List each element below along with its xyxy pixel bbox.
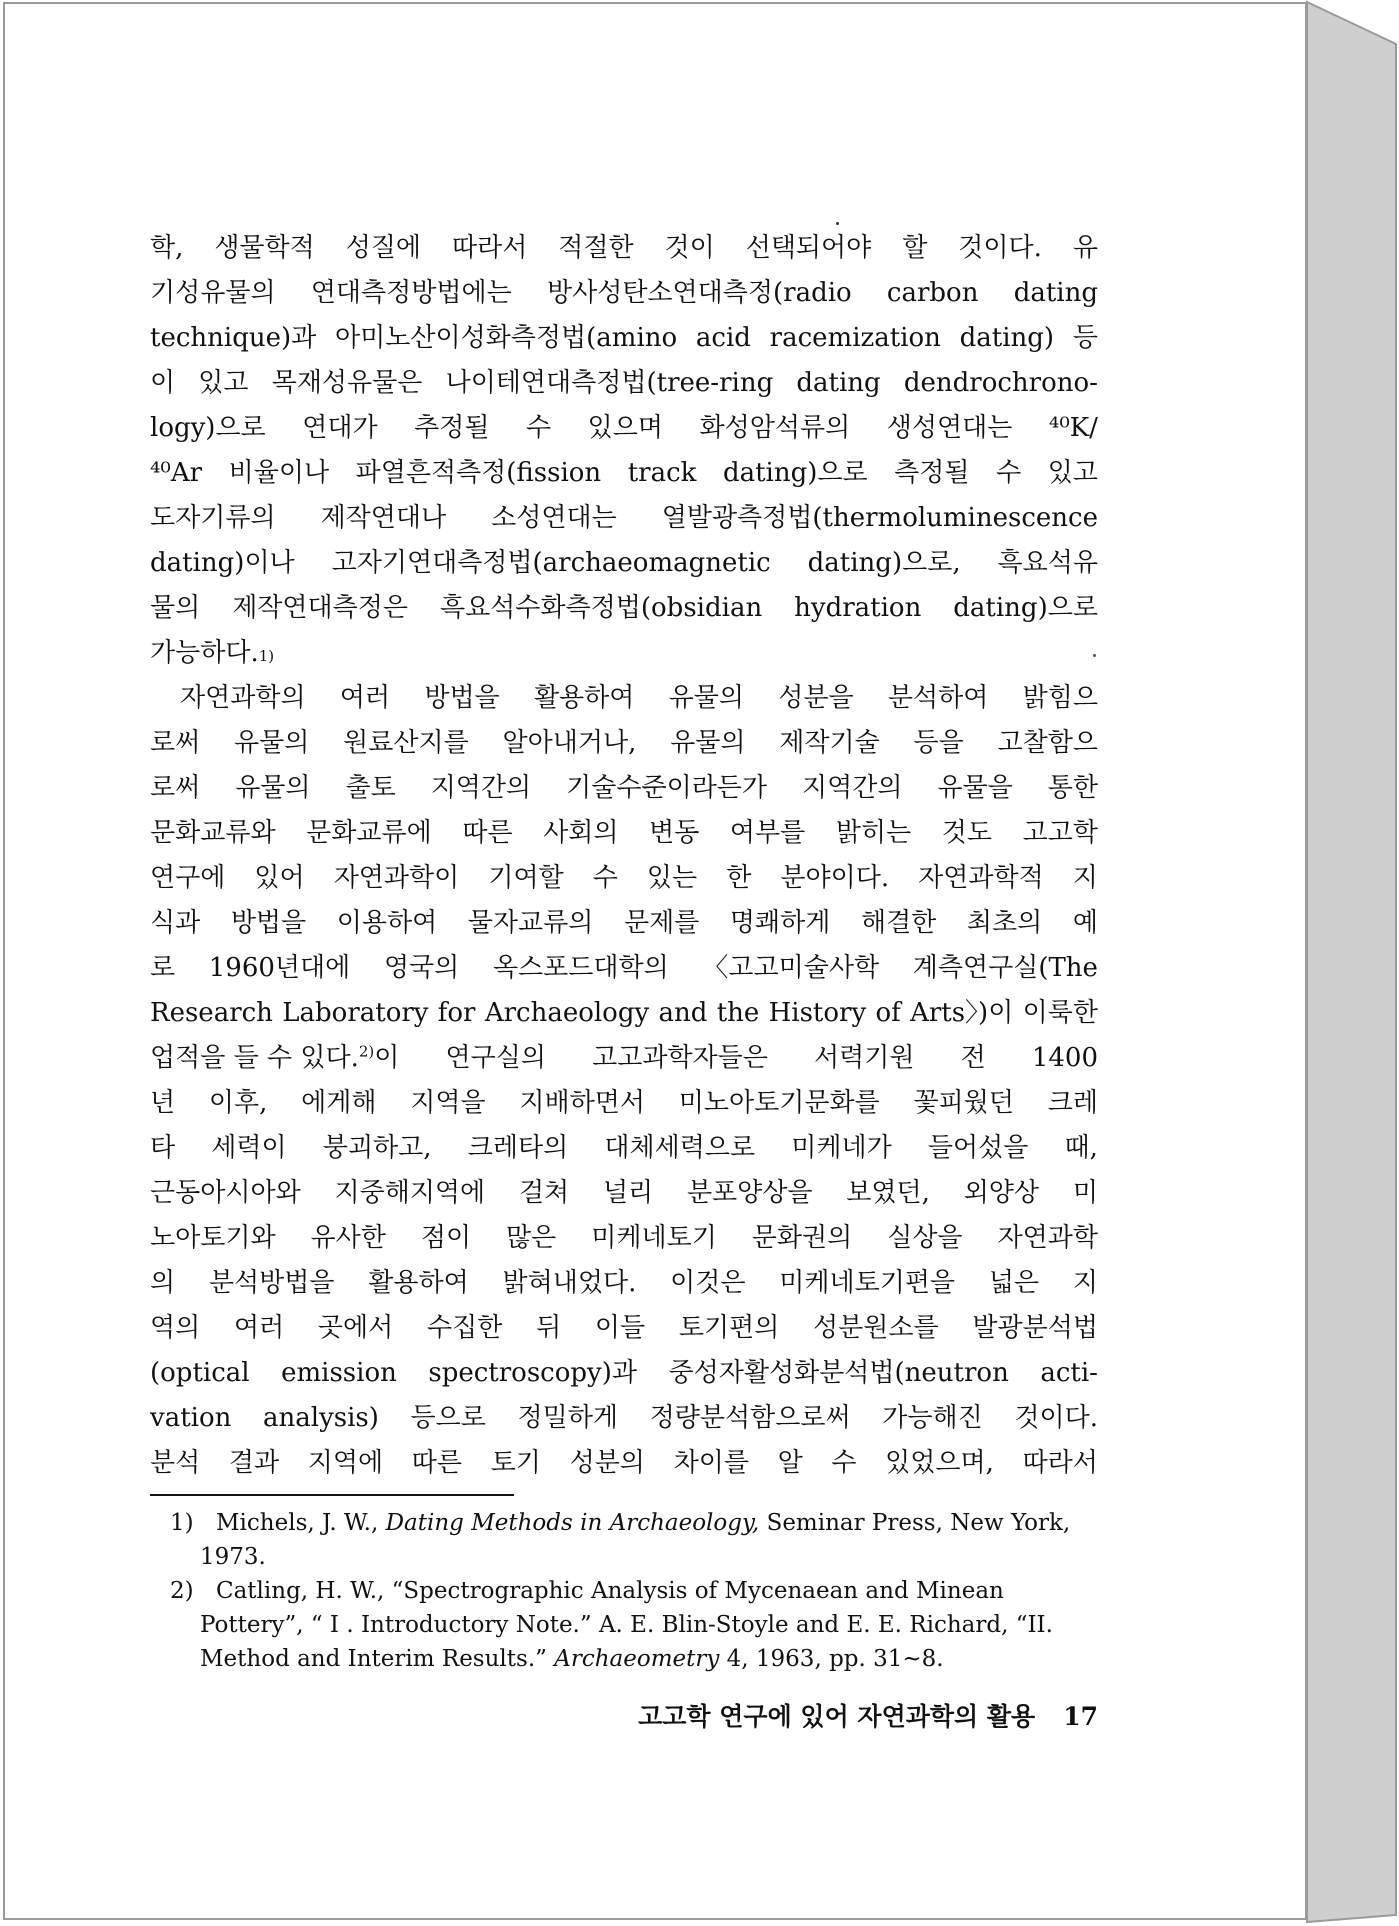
word: racemization bbox=[769, 323, 941, 353]
footnote-1 bbox=[150, 1506, 1098, 1540]
line-text bbox=[150, 496, 1098, 541]
word: 한 bbox=[726, 863, 752, 893]
word: 여러 bbox=[233, 1313, 285, 1343]
paragraph bbox=[150, 226, 1098, 676]
word: 따른 bbox=[462, 818, 513, 848]
word: emission bbox=[281, 1358, 397, 1388]
word: 밝힘으 bbox=[1022, 683, 1098, 713]
word: 연대측정방법에는 bbox=[310, 278, 512, 308]
word: 최초의 bbox=[966, 908, 1043, 938]
text-line bbox=[150, 496, 1098, 541]
footnote-ref: 2) bbox=[358, 1042, 375, 1061]
word: 수 bbox=[526, 413, 552, 443]
text-line bbox=[150, 1396, 1098, 1441]
line-text bbox=[150, 721, 1098, 766]
text-line bbox=[150, 1126, 1098, 1171]
word: 노아토기와 bbox=[150, 1223, 276, 1253]
word: 점이 bbox=[420, 1223, 472, 1253]
word: dating) bbox=[959, 323, 1055, 353]
text-line bbox=[150, 226, 1098, 271]
word: 정밀하게 bbox=[517, 1403, 619, 1433]
word: 로 bbox=[150, 953, 176, 983]
word: 유물의 bbox=[668, 683, 745, 713]
word: 로써 bbox=[150, 728, 201, 758]
word: acid bbox=[695, 323, 751, 353]
word: 이 bbox=[150, 368, 176, 398]
footnote-year: 1973. bbox=[200, 1544, 266, 1570]
word: 중성자활성화분석법(neutron bbox=[668, 1358, 1009, 1388]
word: 측정될 bbox=[894, 458, 970, 488]
word: 타 bbox=[150, 1133, 176, 1163]
word: 계측연구실(The bbox=[912, 953, 1098, 983]
word: vation bbox=[150, 1403, 232, 1433]
word: 에게해 bbox=[301, 1088, 377, 1118]
word: 지역간의 bbox=[430, 773, 532, 803]
line-text bbox=[150, 1441, 1098, 1486]
word: 크레타의 bbox=[467, 1133, 569, 1163]
footnote-book-title: Dating Methods in Archaeology, bbox=[385, 1510, 760, 1536]
word: 성질에 bbox=[345, 233, 422, 263]
word: 때, bbox=[1064, 1133, 1098, 1163]
word: dendrochrono- bbox=[903, 368, 1098, 398]
line-text bbox=[150, 1126, 1098, 1171]
word: 명쾌하게 bbox=[729, 908, 831, 938]
word: 문제를 bbox=[623, 908, 700, 938]
footnote-2-cont bbox=[150, 1642, 1098, 1676]
word: 이룩한 bbox=[1022, 998, 1098, 1028]
word: 있고 bbox=[1047, 458, 1098, 488]
word: 것이 bbox=[664, 233, 715, 263]
text-line bbox=[150, 1441, 1098, 1486]
word: 적절한 bbox=[558, 233, 634, 263]
text-line bbox=[150, 541, 1098, 586]
line-text bbox=[150, 1261, 1098, 1306]
text-line bbox=[150, 451, 1098, 496]
word: 등 bbox=[1072, 323, 1098, 353]
line-text bbox=[150, 1081, 1098, 1126]
footnotes bbox=[150, 1506, 1098, 1676]
word: 역의 bbox=[150, 1313, 201, 1343]
word: 로써 bbox=[150, 773, 201, 803]
word: 미노아토기문화를 bbox=[678, 1088, 880, 1118]
word: 여부를 bbox=[729, 818, 806, 848]
word: 자연과학이 bbox=[333, 863, 460, 893]
word: 걸쳐 bbox=[518, 1178, 570, 1208]
word: 비율이나 bbox=[228, 458, 330, 488]
word: hydration bbox=[794, 593, 922, 623]
word: 문화교류에 bbox=[306, 818, 432, 848]
word: dating)으로 bbox=[722, 458, 868, 488]
word: 분야이다. bbox=[780, 863, 890, 893]
word: 〈고고미술사학 bbox=[702, 953, 880, 983]
footnote-text: Method and Interim Results.” bbox=[200, 1646, 547, 1672]
text-line bbox=[150, 1171, 1098, 1216]
word: 정량분석함으로써 bbox=[649, 1403, 851, 1433]
word: 문화권의 bbox=[751, 1223, 853, 1253]
text-line bbox=[150, 721, 1098, 766]
line-text bbox=[150, 991, 1098, 1036]
word: Archaeology bbox=[484, 998, 650, 1028]
word: 알아내거나, bbox=[502, 728, 637, 758]
line-text bbox=[150, 361, 1098, 406]
text-line bbox=[150, 316, 1098, 361]
text-line bbox=[150, 1216, 1098, 1261]
word: 유물의 bbox=[235, 773, 311, 803]
word: 연구실의 bbox=[445, 1043, 546, 1073]
page-number: 17 bbox=[1063, 1702, 1098, 1731]
word: 파열흔적측정(fission bbox=[355, 458, 602, 488]
word: dating)으로, bbox=[807, 548, 961, 578]
word: 분포양상을 bbox=[686, 1178, 813, 1208]
word: 수 bbox=[831, 1448, 857, 1478]
word: 아미노산이성화측정법(amino bbox=[334, 323, 678, 353]
line-text: 업적을 들 수 있다. bbox=[150, 1043, 359, 1073]
footnote-1-cont bbox=[150, 1540, 1098, 1574]
footnote-author: Michels, J. W., bbox=[216, 1510, 379, 1536]
word: 분석하여 bbox=[887, 683, 989, 713]
word: 고자기연대측정법(archaeomagnetic bbox=[331, 548, 771, 578]
word: 이것은 bbox=[670, 1268, 746, 1298]
word: acti- bbox=[1040, 1358, 1098, 1388]
word: 등으로 bbox=[410, 1403, 486, 1433]
word: 기술수준이라든가 bbox=[566, 773, 768, 803]
running-title: 고고학 연구에 있어 자연과학의 활용 bbox=[638, 1702, 1036, 1731]
word: 서력기원 bbox=[814, 1043, 915, 1073]
word: spectroscopy)과 bbox=[428, 1358, 637, 1388]
word: 보였던, bbox=[846, 1178, 930, 1208]
word: 옥스포드대학의 bbox=[492, 953, 669, 983]
text-line bbox=[150, 1306, 1098, 1351]
word: 목재성유물은 bbox=[271, 368, 423, 398]
paragraph bbox=[150, 676, 1098, 1486]
word: 있어 bbox=[254, 863, 305, 893]
word: Arts〉)이 bbox=[910, 998, 1014, 1028]
word: 식과 bbox=[150, 908, 201, 938]
word: 추정될 bbox=[414, 413, 490, 443]
word: 결과 bbox=[228, 1448, 280, 1478]
text-line bbox=[150, 766, 1098, 811]
word: 영국의 bbox=[383, 953, 460, 983]
word: 학, bbox=[150, 233, 184, 263]
word: 유물의 bbox=[670, 728, 746, 758]
word: 분석방법을 bbox=[208, 1268, 335, 1298]
text-line bbox=[150, 946, 1098, 991]
footnote-publisher: Seminar Press, New York, bbox=[766, 1510, 1071, 1536]
word: 토기편의 bbox=[678, 1313, 780, 1343]
word: 이들 bbox=[594, 1313, 646, 1343]
text-line bbox=[150, 1261, 1098, 1306]
word: 물의 bbox=[150, 593, 201, 623]
word: 1960년대에 bbox=[208, 953, 351, 983]
word: 고고과학자들은 bbox=[592, 1043, 768, 1073]
word: 꽃피웠던 bbox=[913, 1088, 1014, 1118]
word: ⁴⁰K/ bbox=[1048, 413, 1098, 443]
word: 제작연대나 bbox=[320, 503, 447, 533]
word: 물자교류의 bbox=[467, 908, 594, 938]
word: 생성연대는 bbox=[886, 413, 1013, 443]
word: 제작연대측정은 bbox=[232, 593, 408, 623]
line-text bbox=[150, 271, 1098, 316]
text-line bbox=[150, 1081, 1098, 1126]
word: 해결한 bbox=[860, 908, 937, 938]
word: 뒤 bbox=[536, 1313, 562, 1343]
word: 많은 bbox=[506, 1223, 557, 1253]
word: 이 bbox=[374, 1043, 400, 1073]
word: 것도 bbox=[941, 818, 993, 848]
text-line bbox=[150, 676, 1098, 721]
word: 출토 bbox=[345, 773, 396, 803]
word: 흑요석유 bbox=[997, 548, 1098, 578]
line-text bbox=[150, 1306, 1098, 1351]
word: 차이를 bbox=[673, 1448, 749, 1478]
word: 미 bbox=[1072, 1178, 1098, 1208]
word: 통한 bbox=[1047, 773, 1098, 803]
word: 등을 bbox=[913, 728, 964, 758]
word: History bbox=[768, 998, 867, 1028]
word: 이후, bbox=[208, 1088, 268, 1118]
word: 도자기류의 bbox=[150, 503, 276, 533]
word: (optical bbox=[150, 1358, 250, 1388]
line-text bbox=[150, 406, 1098, 451]
word: 1400 bbox=[1031, 1043, 1098, 1073]
word: 화성암석류의 bbox=[699, 413, 851, 443]
word: 크레 bbox=[1047, 1088, 1098, 1118]
word: 가능해진 bbox=[882, 1403, 983, 1433]
word: 붕괴하고, bbox=[322, 1133, 432, 1163]
line-text bbox=[150, 766, 1098, 811]
footnote-text: Catling, H. W., “Spectrographic Analysis of Mycenaean and Minean bbox=[216, 1578, 1004, 1604]
word: 유물을 bbox=[937, 773, 1013, 803]
word: 넓은 bbox=[988, 1268, 1040, 1298]
word: 유물의 bbox=[234, 728, 310, 758]
footnote-journal: Archaeometry bbox=[554, 1646, 720, 1672]
word: 흑요석수화측정법(obsidian bbox=[439, 593, 763, 623]
word: 변동 bbox=[649, 818, 700, 848]
line-text bbox=[150, 451, 1098, 496]
word: 유 bbox=[1072, 233, 1098, 263]
word: 사회의 bbox=[543, 818, 619, 848]
word: 나이테연대측정법(tree-ring bbox=[445, 368, 774, 398]
word: dating)으로 bbox=[953, 593, 1098, 623]
word: 있는 bbox=[646, 863, 698, 893]
word: Laboratory bbox=[282, 998, 429, 1028]
text-line bbox=[150, 1351, 1098, 1396]
line-text bbox=[150, 946, 1098, 991]
word: 방법을 bbox=[230, 908, 307, 938]
word: 대체세력으로 bbox=[604, 1133, 756, 1163]
word: 있으며 bbox=[587, 413, 664, 443]
word: 활용하여 bbox=[368, 1268, 469, 1298]
word: 밝히는 bbox=[835, 818, 912, 848]
word: 지 bbox=[1072, 863, 1098, 893]
word: 성분의 bbox=[569, 1448, 645, 1478]
running-footer bbox=[575, 1697, 1098, 1737]
text-line bbox=[150, 271, 1098, 316]
line-text bbox=[374, 1036, 1098, 1081]
word: 년 bbox=[150, 1088, 176, 1118]
word: 분석 bbox=[150, 1448, 201, 1478]
word: 전 bbox=[960, 1043, 986, 1073]
word: 알 bbox=[777, 1448, 803, 1478]
word: 지역에 bbox=[307, 1448, 384, 1478]
scan-speck bbox=[836, 222, 839, 225]
word: 지배하면서 bbox=[519, 1088, 645, 1118]
word: track bbox=[627, 458, 697, 488]
word: 밝혀내었다. bbox=[502, 1268, 637, 1298]
line-text: 가능하다. bbox=[150, 638, 259, 668]
footnote-number: 1) bbox=[170, 1510, 194, 1536]
text-line bbox=[150, 991, 1098, 1036]
text-line bbox=[150, 1036, 1098, 1081]
word: 세력이 bbox=[211, 1133, 287, 1163]
footnote-number: 2) bbox=[170, 1578, 194, 1604]
word: 방법을 bbox=[424, 683, 500, 713]
word: for bbox=[437, 998, 476, 1028]
word: 선택되어야 bbox=[745, 233, 872, 263]
word: dating bbox=[796, 368, 881, 398]
text-line bbox=[150, 811, 1098, 856]
word: 고찰함으 bbox=[997, 728, 1098, 758]
word: carbon bbox=[886, 278, 979, 308]
line-text bbox=[150, 586, 1098, 631]
word: of bbox=[875, 998, 901, 1028]
line-text bbox=[150, 1216, 1098, 1261]
word: 여러 bbox=[339, 683, 391, 713]
word: the bbox=[716, 998, 760, 1028]
word: 지중해지역에 bbox=[334, 1178, 486, 1208]
line-text bbox=[150, 856, 1098, 901]
word: 미케네토기편을 bbox=[779, 1268, 956, 1298]
word: ⁴⁰Ar bbox=[150, 458, 203, 488]
footnote-2-cont bbox=[150, 1608, 1098, 1642]
word: 널리 bbox=[602, 1178, 654, 1208]
word: and bbox=[658, 998, 708, 1028]
word: 외양상 bbox=[963, 1178, 1040, 1208]
word: 지 bbox=[1072, 1268, 1098, 1298]
word: 문화교류와 bbox=[150, 818, 276, 848]
word: 자연과학적 bbox=[918, 863, 1044, 893]
word: 따른 bbox=[411, 1448, 463, 1478]
word: logy)으로 bbox=[150, 413, 266, 443]
word: 유사한 bbox=[310, 1223, 386, 1253]
word: analysis) bbox=[263, 1403, 379, 1433]
word: 이용하여 bbox=[336, 908, 438, 938]
line-text bbox=[150, 1351, 1098, 1396]
word: 곳에서 bbox=[317, 1313, 394, 1343]
word: 수 bbox=[996, 458, 1022, 488]
line-text bbox=[180, 676, 1098, 721]
word: 토기 bbox=[490, 1448, 541, 1478]
text-line bbox=[150, 586, 1098, 631]
line-text bbox=[150, 901, 1098, 946]
line-text bbox=[150, 316, 1098, 361]
word: dating)이나 bbox=[150, 548, 295, 578]
word: 자연과학 bbox=[997, 1223, 1098, 1253]
word: 연구에 bbox=[150, 863, 226, 893]
line-text bbox=[150, 811, 1098, 856]
word: 예 bbox=[1072, 908, 1098, 938]
word: 열발광측정법(thermoluminescence bbox=[661, 503, 1098, 533]
footnote-2 bbox=[150, 1574, 1098, 1608]
word: dating bbox=[1013, 278, 1098, 308]
word: 자연과학의 bbox=[180, 683, 306, 713]
text-line bbox=[150, 856, 1098, 901]
word: 방사성탄소연대측정(radio bbox=[546, 278, 852, 308]
word: 수 bbox=[592, 863, 618, 893]
text-line bbox=[150, 901, 1098, 946]
word: 원료산지를 bbox=[343, 728, 469, 758]
word: 기성유물의 bbox=[150, 278, 276, 308]
line-text bbox=[150, 1171, 1098, 1216]
text-line: 가능하다. 1) bbox=[150, 631, 1098, 676]
text-line bbox=[150, 361, 1098, 406]
word: 있었으며, bbox=[885, 1448, 994, 1478]
word: 발광분석법 bbox=[972, 1313, 1098, 1343]
line-text bbox=[150, 541, 1098, 586]
word: 성분을 bbox=[778, 683, 854, 713]
word: 기여할 bbox=[488, 863, 564, 893]
word: 활용하여 bbox=[533, 683, 635, 713]
word: 따라서 bbox=[451, 233, 528, 263]
footnote-text: 4, 1963, pp. 31~8. bbox=[726, 1646, 944, 1672]
word: 지역을 bbox=[410, 1088, 486, 1118]
word: 들어섰을 bbox=[927, 1133, 1029, 1163]
footnote-divider bbox=[150, 1494, 514, 1496]
word: 근동아시아와 bbox=[150, 1178, 301, 1208]
word: 생물학적 bbox=[214, 233, 315, 263]
page-body bbox=[150, 226, 1098, 1676]
word: 미케네가 bbox=[791, 1133, 892, 1163]
word: 제작기술 bbox=[779, 728, 880, 758]
word: 실상을 bbox=[887, 1223, 963, 1253]
word: 소성연대는 bbox=[491, 503, 617, 533]
word: 연대가 bbox=[302, 413, 378, 443]
word: 수집한 bbox=[426, 1313, 503, 1343]
word: 의 bbox=[150, 1268, 176, 1298]
word: 것이다. bbox=[958, 233, 1042, 263]
word: 지역간의 bbox=[802, 773, 903, 803]
word: 성분원소를 bbox=[813, 1313, 939, 1343]
word: 것이다. bbox=[1014, 1403, 1098, 1433]
line-text bbox=[150, 1396, 1098, 1441]
footnote-text: Pottery”, “ I . Introductory Note.” A. E. Blin-Stoyle and E. E. Richard, “II. bbox=[200, 1612, 1053, 1638]
line-text bbox=[150, 226, 1098, 271]
word: Research bbox=[150, 998, 273, 1028]
line-text-a bbox=[150, 1036, 374, 1081]
word: 따라서 bbox=[1022, 1448, 1098, 1478]
word: 미케네토기 bbox=[591, 1223, 717, 1253]
word: 있고 bbox=[198, 368, 249, 398]
word: 고고학 bbox=[1022, 818, 1098, 848]
word: technique)과 bbox=[150, 323, 317, 353]
word: 할 bbox=[902, 233, 928, 263]
text-line bbox=[150, 406, 1098, 451]
